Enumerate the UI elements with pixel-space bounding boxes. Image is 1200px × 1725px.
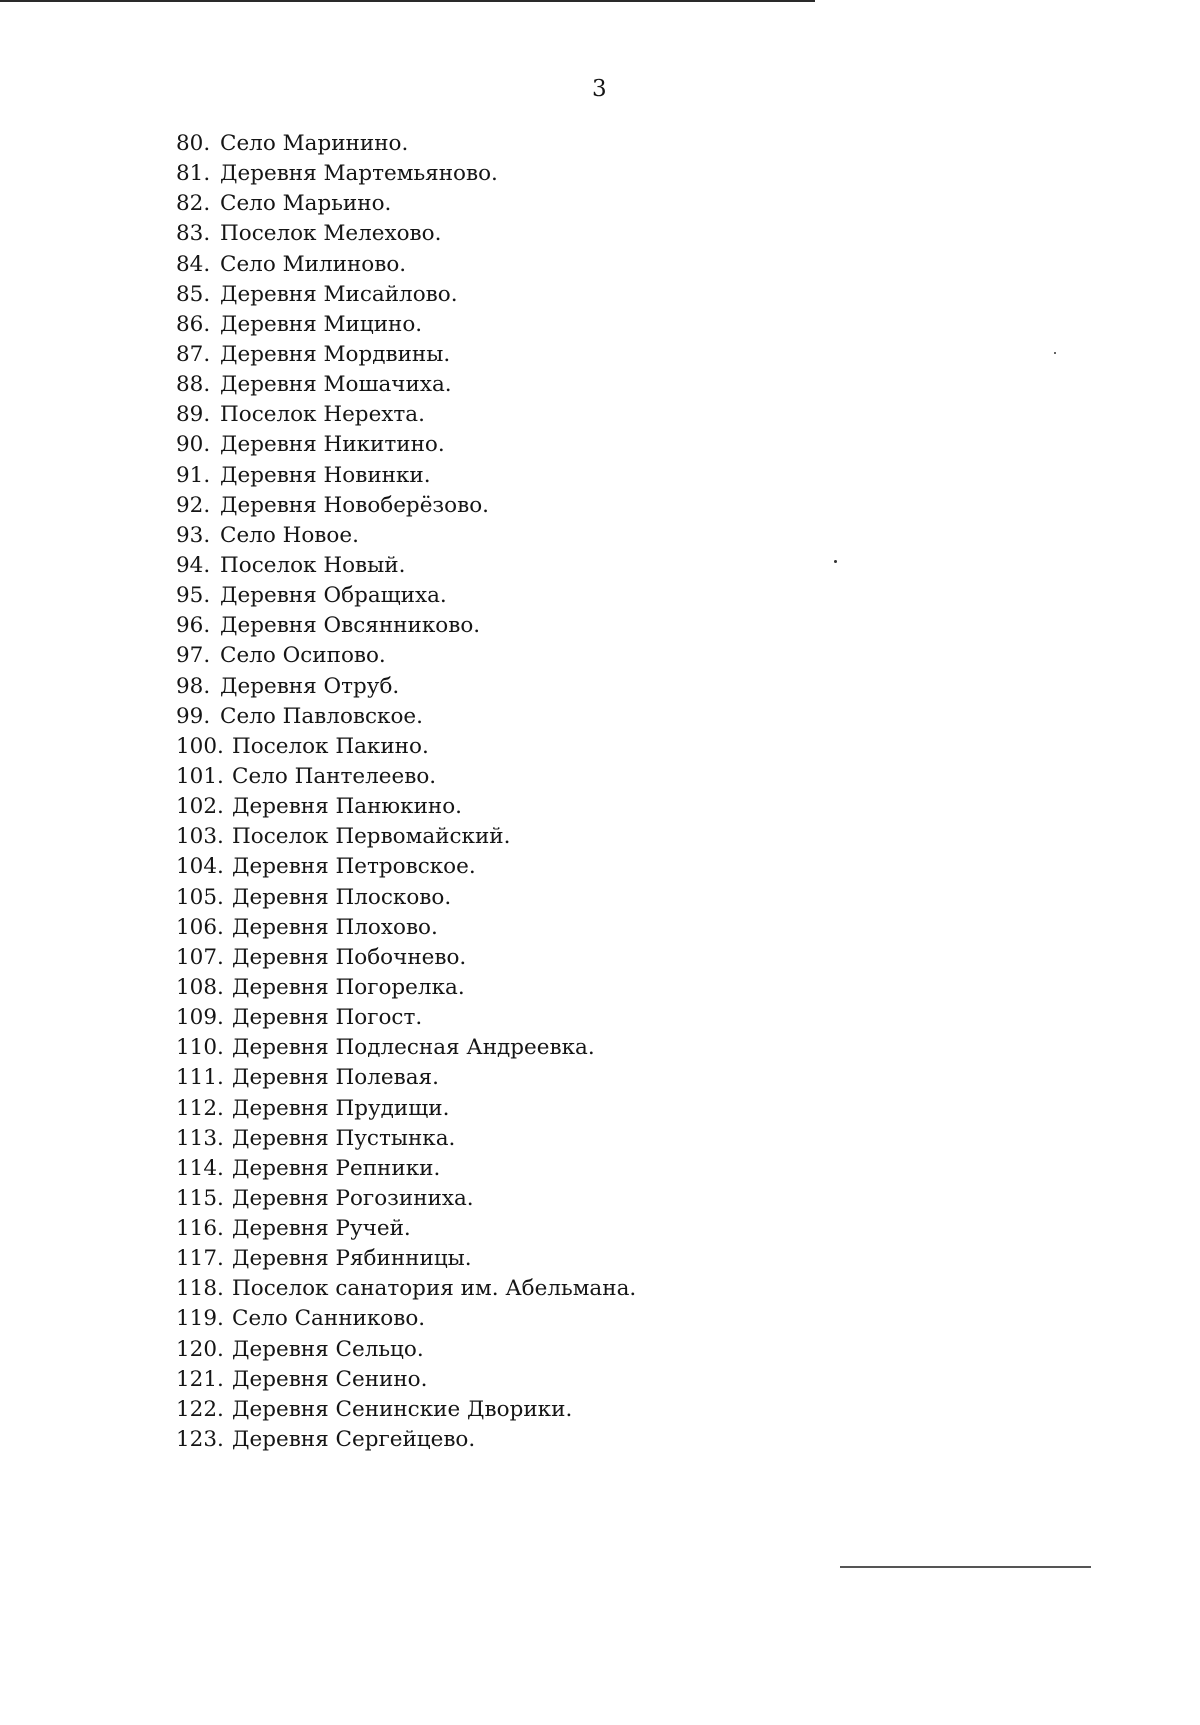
- scan-speck: [1054, 352, 1056, 354]
- list-item: [176, 430, 636, 460]
- list-item: [176, 702, 636, 732]
- list-item-text: Поселок Первомайский.: [232, 824, 511, 850]
- list-item-text: Село Новое.: [220, 522, 359, 548]
- list-item-text: Деревня Мисайлово.: [220, 281, 458, 307]
- list-item-number: 120.: [176, 1336, 224, 1362]
- list-item-number: 95.: [176, 583, 211, 609]
- list-item-number: 86.: [176, 311, 211, 337]
- list-item-text: Деревня Прудищи.: [232, 1095, 450, 1121]
- list-item: [176, 1063, 636, 1093]
- list-item-number: 91.: [176, 462, 211, 488]
- list-item: [176, 1274, 636, 1304]
- list-item-number: 89.: [176, 402, 211, 428]
- list-item-number: 121.: [176, 1366, 224, 1392]
- list-item-text: Деревня Сергейцево.: [232, 1427, 476, 1453]
- list-item: [176, 129, 636, 159]
- list-item: [176, 1033, 636, 1063]
- list-item-number: 105.: [176, 884, 224, 910]
- list-item-number: 93.: [176, 522, 211, 548]
- list-item-number: 102.: [176, 794, 224, 820]
- list-item-number: 103.: [176, 824, 224, 850]
- list-item-text: Село Пантелеево.: [232, 763, 437, 789]
- list-item: [176, 1244, 636, 1274]
- list-item-text: Деревня Панюкино.: [232, 794, 463, 820]
- list-item-number: 104.: [176, 854, 224, 880]
- list-item: [176, 1154, 636, 1184]
- list-item: [176, 310, 636, 340]
- list-item: [176, 521, 636, 551]
- list-item: [176, 1124, 636, 1154]
- list-item-text: Деревня Сенино.: [232, 1366, 428, 1392]
- list-item-text: Поселок Новый.: [220, 552, 406, 578]
- list-item-text: Село Павловское.: [220, 703, 423, 729]
- list-item-text: Деревня Сенинские Дворики.: [232, 1396, 573, 1422]
- list-item-text: Деревня Никитино.: [220, 432, 445, 458]
- list-item-text: Деревня Новоберёзово.: [220, 492, 489, 518]
- list-item: [176, 461, 636, 491]
- scan-bottom-edge: [840, 1566, 1091, 1568]
- list-item: [176, 280, 636, 310]
- list-item-text: Деревня Мицино.: [220, 311, 423, 337]
- list-item-number: 111.: [176, 1065, 224, 1091]
- list-item-text: Село Марьино.: [220, 191, 392, 217]
- list-item-number: 114.: [176, 1155, 224, 1181]
- list-item: [176, 852, 636, 882]
- list-item: [176, 1214, 636, 1244]
- list-item-number: 87.: [176, 341, 211, 367]
- list-item-text: Село Осипово.: [220, 643, 386, 669]
- list-item: [176, 581, 636, 611]
- list-item-text: Поселок Мелехово.: [220, 221, 442, 247]
- list-item-text: Деревня Репники.: [232, 1155, 441, 1181]
- list-item-number: 100.: [176, 733, 224, 759]
- list-item-number: 115.: [176, 1185, 224, 1211]
- settlement-list: [176, 129, 636, 1455]
- list-item-number: 118.: [176, 1276, 224, 1302]
- list-item-text: Деревня Новинки.: [220, 462, 431, 488]
- list-item-number: 112.: [176, 1095, 224, 1121]
- list-item: [176, 551, 636, 581]
- list-item-number: 106.: [176, 914, 224, 940]
- list-item-number: 85.: [176, 281, 211, 307]
- list-item-number: 84.: [176, 251, 211, 277]
- list-item-number: 94.: [176, 552, 211, 578]
- list-item: [176, 611, 636, 641]
- page-number: 3: [592, 76, 607, 102]
- list-item: [176, 822, 636, 852]
- list-item-number: 90.: [176, 432, 211, 458]
- list-item-number: 101.: [176, 763, 224, 789]
- list-item-text: Деревня Погорелка.: [232, 974, 465, 1000]
- list-item-number: 97.: [176, 643, 211, 669]
- list-item: [176, 1304, 636, 1334]
- list-item-number: 123.: [176, 1427, 224, 1453]
- list-item: [176, 973, 636, 1003]
- list-item: [176, 1335, 636, 1365]
- list-item-text: Деревня Рогозиниха.: [232, 1185, 474, 1211]
- list-item-number: 82.: [176, 191, 211, 217]
- list-item-text: Село Маринино.: [220, 131, 409, 156]
- list-item: [176, 219, 636, 249]
- list-item-text: Деревня Мошачиха.: [220, 372, 452, 398]
- list-item-number: 81.: [176, 161, 211, 187]
- list-item: [176, 732, 636, 762]
- list-item-text: Поселок санатория им. Абельмана.: [232, 1276, 637, 1302]
- list-item-text: Деревня Обращиха.: [220, 583, 447, 609]
- list-item: [176, 913, 636, 943]
- list-item-text: Деревня Плосково.: [232, 884, 452, 910]
- list-item-number: 88.: [176, 372, 211, 398]
- list-item: [176, 883, 636, 913]
- list-item-number: 117.: [176, 1246, 224, 1272]
- list-item-number: 122.: [176, 1396, 224, 1422]
- list-item-number: 98.: [176, 673, 211, 699]
- list-item: [176, 1184, 636, 1214]
- list-item-number: 119.: [176, 1306, 224, 1332]
- list-item-text: Деревня Мордвины.: [220, 341, 451, 367]
- list-item-text: Поселок Нерехта.: [220, 402, 425, 428]
- list-item: [176, 159, 636, 189]
- list-item-text: Деревня Петровское.: [232, 854, 476, 880]
- list-item: [176, 400, 636, 430]
- list-item: [176, 189, 636, 219]
- list-item: [176, 641, 636, 671]
- scan-speck: [834, 560, 837, 563]
- list-item-number: 108.: [176, 974, 224, 1000]
- list-item-number: 83.: [176, 221, 211, 247]
- list-item-text: Деревня Побочнево.: [232, 944, 467, 970]
- list-item-number: 107.: [176, 944, 224, 970]
- list-item-text: Деревня Овсянниково.: [220, 613, 481, 639]
- list-item-number: 113.: [176, 1125, 224, 1151]
- list-item-text: Деревня Мартемьяново.: [220, 161, 498, 187]
- list-item-text: Деревня Плохово.: [232, 914, 438, 940]
- list-item-number: 109.: [176, 1005, 224, 1031]
- list-item-number: 80.: [176, 131, 211, 156]
- list-item-text: Село Санниково.: [232, 1306, 426, 1332]
- list-item: [176, 491, 636, 521]
- list-item-text: Деревня Отруб.: [220, 673, 400, 699]
- list-item: [176, 1425, 636, 1455]
- list-item: [176, 1094, 636, 1124]
- list-item-text: Деревня Полевая.: [232, 1065, 439, 1091]
- list-item-text: Деревня Погост.: [232, 1005, 423, 1031]
- list-item: [176, 340, 636, 370]
- list-item: [176, 792, 636, 822]
- list-item-text: Деревня Рябинницы.: [232, 1246, 472, 1272]
- list-item: [176, 762, 636, 792]
- list-item-number: 96.: [176, 613, 211, 639]
- scan-top-edge: [0, 0, 815, 2]
- list-item: [176, 1365, 636, 1395]
- list-item-number: 99.: [176, 703, 211, 729]
- list-item-text: Деревня Пустынка.: [232, 1125, 456, 1151]
- list-item: [176, 370, 636, 400]
- list-item: [176, 1003, 636, 1033]
- list-item-text: Поселок Пакино.: [232, 733, 429, 759]
- list-item-number: 110.: [176, 1035, 224, 1061]
- list-item-text: Село Милиново.: [220, 251, 407, 277]
- list-item: [176, 1395, 636, 1425]
- list-item-number: 92.: [176, 492, 211, 518]
- list-item: [176, 943, 636, 973]
- list-item: [176, 672, 636, 702]
- list-item-text: Деревня Сельцо.: [232, 1336, 424, 1362]
- list-item-number: 116.: [176, 1216, 224, 1242]
- list-item-text: Деревня Подлесная Андреевка.: [232, 1035, 595, 1061]
- list-item: [176, 250, 636, 280]
- list-item-text: Деревня Ручей.: [232, 1216, 411, 1242]
